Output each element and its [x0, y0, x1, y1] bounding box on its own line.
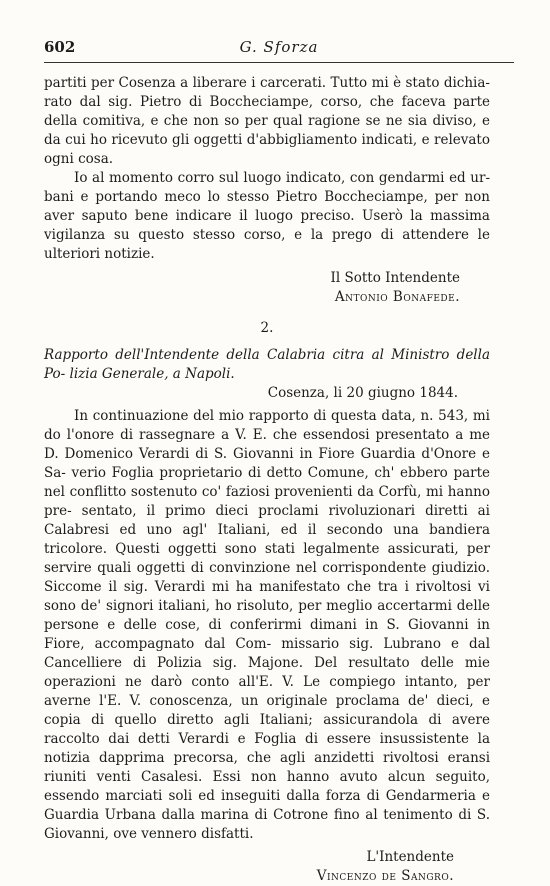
doc2-closing: L'Intendente	[366, 849, 454, 865]
doc2-paragraph: In continuazione del mio rapporto di questa data, n. 543, mi do l'onore di rassegnare a V. E. che essendosi presentato a me D. Domenico Verardi di S. Giovanni in Fiore Guardia d'Onore e Sa- verio Foglia proprietario di detto Comune, ch' ebbero parte nel conflitto sostenuto co' faziosi provenienti da Corfù, mi hanno pre- sentato, il primo dieci proclami rivoluzionari diretti ai Calabresi ed uno agl' Italiani, ed il secondo una bandiera tricolore. Questi oggetti sono stati legalmente assicurati, per servire quali oggetti di convinzione nel corrispondente giudizio. Siccome il sig. Verardi mi ha manifestato che tra i rivoltosi vi sono de' signori italiani, ho risoluto, per meglio accertarmi delle persone e delle cose, di conferirmi dimani in S. Giovanni in Fiore, accompagnato dal Com- missario sig. Lubrano e dal Cancelliere di Polizia sig. Majone. Del resultato delle mie operazioni ne darò conto all'E. V. Le compiego intanto, per averne l'E. V. conoscenza, un originale proclama de' dieci, e copia di quello diretto agli Italiani; assicurandola di avere raccolto dai detti Verardi e Foglia di essere insussistente la notizia dapprima precorsa, che agli anzidetti rivoltosi eransi riuniti venti Casalesi. Essi non hanno avuto alcun seguito, essendo marciati soli ed inseguiti dalla forza di Gendarmeria e Guardia Urbana dalla marina di Cotrone fino al tenimento di S. Giovanni, ove vennero disfatti.	[44, 408, 491, 842]
document-2	[44, 346, 490, 886]
document-1	[44, 74, 490, 307]
doc1-closing: Il Sotto Intendente	[330, 270, 460, 286]
running-head: G. Sforza	[239, 38, 319, 56]
document-number: 2.	[260, 320, 274, 336]
doc1-paragraph-2: Io al momento corro sul luogo indicato, con gendarmi ed ur- bani e portando meco lo stesso Pietro Boccheciampe, per non aver saputo bene indicare il luogo preciso. Userò la massima vigilanza su questo stesso corso, e la prego di attendere le ulteriori notizie.	[44, 170, 490, 262]
doc2-signature: Vincenzo de Sangro.	[316, 868, 454, 884]
page-number: 602	[44, 38, 76, 56]
doc1-paragraph-1: partiti per Cosenza a liberare i carcerati. Tutto mi è stato dichia- rato dal sig. Pietro di Boccheciampe, corso, che faceva parte della comitiva, e che non so per qual ragione se ne sia diviso, e da cui ho ricevuto gli oggetti d'abbigliamento indicati, e relevato ogni cosa.	[44, 75, 491, 167]
page-body	[44, 74, 490, 886]
doc1-signature: Antonio Bonafede.	[334, 289, 460, 305]
document-title: Rapporto dell'Intendente della Calabria citra al Ministro della Po- lizia Generale, a Napoli.	[44, 347, 490, 382]
document-date: Cosenza, li 20 giugno 1844.	[267, 385, 458, 401]
page-header	[44, 36, 514, 63]
